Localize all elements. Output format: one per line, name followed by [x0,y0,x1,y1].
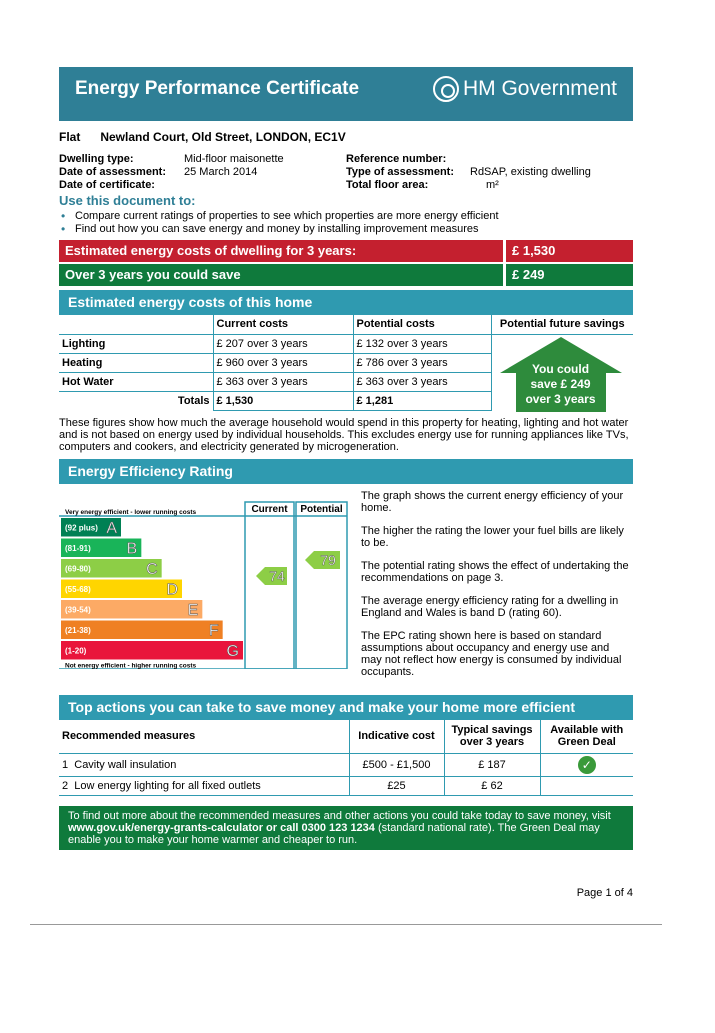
logo-text: HM Government [462,77,617,100]
savings-arrow-text [500,362,622,407]
green-deal-cell [540,754,633,777]
certificate-title: Energy Performance Certificate [75,78,360,99]
actions-section-heading: Top actions you can take to save money and make your home more efficient [59,695,633,720]
col-green-deal: Available with Green Deal [540,720,633,754]
table-row [59,720,633,754]
band-range: (39-54) [65,605,91,614]
assessment-type-label: Type of assessment: [346,166,455,178]
col-future-savings: Potential future savings [491,315,633,334]
green-deal-cell [540,777,633,796]
footer-link[interactable]: www.gov.uk/energy-grants-calculator or call 0300 123 1234 [68,822,375,834]
efficiency-rating [59,488,633,689]
col-savings: Typical savings over 3 years [444,720,540,754]
certificate-date-value [184,179,346,191]
inefficient-label: Not energy efficient - higher running costs [65,662,197,669]
band-letter: G [226,642,239,660]
col-potential: Potential costs [353,315,491,334]
footer-info-box [59,806,633,850]
rating-explanation [353,488,633,689]
dwelling-type-label: Dwelling type: [59,153,134,165]
certificate-header [59,67,633,121]
measure-savings: £ 62 [444,777,540,796]
band-letter: B [126,540,138,557]
row-current: £ 960 over 3 years [213,353,353,372]
measure-label: Low energy lighting for all fixed outlets [74,780,261,792]
rating-chart [59,488,353,669]
floor-area-value: m² [486,179,499,191]
potential-rating-value: 79 [320,551,336,568]
arrow-line: save £ 249 [530,376,591,391]
table-row [59,334,633,353]
address-line: Newland Court, Old Street, LONDON, EC1V [100,130,346,144]
footer-text: (standard national rate). The Green Deal may enable you to make your home warmer and cheaper to run. [68,822,600,846]
savings-arrow-cell [491,334,633,410]
row-name: Heating [59,353,213,372]
rating-chart-svg [59,488,353,669]
efficient-label: Very energy efficient - lower running costs [65,508,197,516]
cost-summary-label: Estimated energy costs of dwelling for 3 years: [59,240,503,262]
col-cost: Indicative cost [349,720,444,754]
rating-text: The higher the rating the lower your fuel bills are likely to be. [361,524,624,549]
band-letter: C [146,560,158,578]
measure-name [59,777,349,796]
use-bullets [59,210,633,236]
band-range: (69-80) [65,564,91,573]
crest-icon [433,76,459,102]
assessment-type-value: RdSAP, existing dwelling [470,166,591,178]
band-range: (21-38) [65,625,91,635]
potential-column-frame [296,502,347,669]
costs-table [59,315,633,411]
measure-savings: £ 187 [444,754,540,777]
table-row [59,777,633,796]
totals-label: Totals [177,394,210,407]
table-row [59,754,633,777]
hm-government-logo [433,76,617,102]
rating-text: The EPC rating shown here is based on standard assumptions about occupancy and energy use and may not reflect how energy is consumed by individual occupants. [361,629,622,678]
costs-note: These figures show how much the average household would spend in this property for heating, lighting and hot water and is not based on energy used by individual households. This excludes energy use for running appliances like TVs, computers and cookers, and electricity generated by microgeneration. [59,416,629,453]
certificate-date-label: Date of certificate: [59,179,155,191]
band-letter: D [166,581,178,598]
band-range: (92 plus) [65,523,98,532]
row-potential: £ 786 over 3 years [353,353,491,372]
reference-value [470,153,633,165]
list-item: • Compare current ratings of properties to see which properties are more energy efficient [59,210,633,223]
current-column-header: Current [251,503,288,515]
rating-text: The graph shows the current energy efficiency of your home. [361,489,624,514]
total-potential: £ 1,281 [353,391,491,410]
col-measures: Recommended measures [59,720,349,754]
rating-text: The potential rating shows the effect of undertaking the recommendations on page 3. [361,559,629,584]
page-divider [30,924,662,925]
rating-band-g [61,641,243,660]
dwelling-type-value: Mid-floor maisonette [184,153,284,165]
certificate-details [59,153,633,191]
band-letter: F [208,622,219,639]
band-range: (81-91) [65,543,91,553]
potential-column-header: Potential [300,503,343,515]
property-address [59,130,633,144]
measure-number: 1 [62,759,69,771]
savings-arrow [500,337,622,412]
measure-cost: £25 [349,777,444,796]
measure-number: 2 [62,780,69,792]
cost-summary-band [59,240,633,262]
rating-section-heading: Energy Efficiency Rating [59,459,633,484]
arrow-line: over 3 years [525,391,596,406]
col-current: Current costs [213,315,353,334]
page-number: Page 1 of 4 [576,887,633,899]
savings-summary-value: £ 249 [506,264,633,286]
cost-summary-value: £ 1,530 [506,240,633,262]
band-range: (1-20) [65,646,87,655]
rating-text: The average energy efficiency rating for a dwelling in England and Wales is band D (rating 60). [361,594,619,619]
savings-summary-label: Over 3 years you could save [59,264,503,286]
row-potential: £ 363 over 3 years [353,372,491,391]
current-rating-value: 74 [269,567,285,584]
footer-text: To find out more about the recommended measures and other actions you could take today to save money, visit [68,810,611,822]
check-icon: ✓ [578,756,596,774]
row-current: £ 363 over 3 years [213,372,353,391]
band-letter: E [187,601,199,619]
total-current: £ 1,530 [213,391,353,410]
assessment-date-label: Date of assessment: [59,166,166,178]
certificate-page [59,67,633,850]
list-item: • Find out how you can save energy and money by installing improvement measures [59,223,633,236]
actions-table [59,720,633,797]
row-potential: £ 132 over 3 years [353,334,491,353]
property-type: Flat [59,130,81,144]
floor-area-label: Total floor area: [346,179,429,191]
savings-summary-band [59,264,633,286]
reference-label: Reference number: [346,153,447,165]
arrow-line: You could [531,361,590,376]
band-range: (55-68) [65,584,91,594]
measure-name [59,754,349,777]
band-letter: A [106,519,117,537]
costs-section-heading: Estimated energy costs of this home [59,290,633,315]
row-name: Hot Water [59,372,213,391]
assessment-date-value: 25 March 2014 [184,166,258,178]
measure-cost: £500 - £1,500 [349,754,444,777]
row-name: Lighting [59,334,213,353]
row-current: £ 207 over 3 years [213,334,353,353]
use-heading: Use this document to: [59,193,196,208]
table-row [59,315,633,334]
current-column-frame [245,502,294,669]
measure-label: Cavity wall insulation [74,759,177,771]
